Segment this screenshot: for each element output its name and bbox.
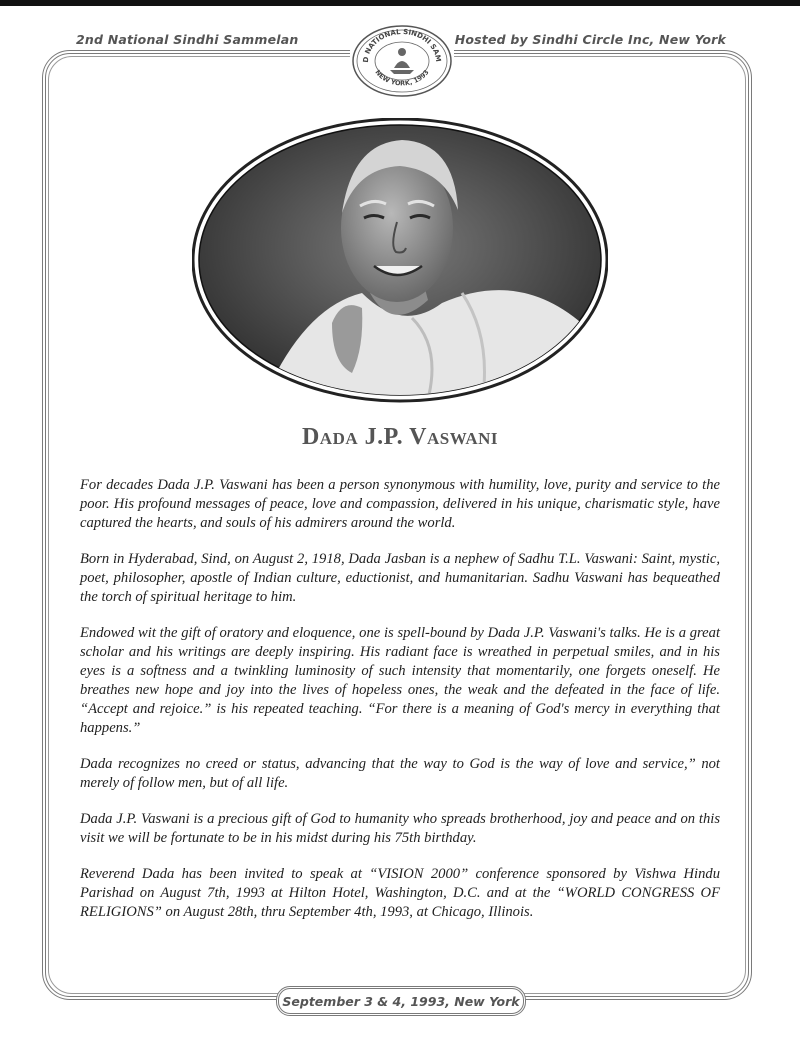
header-event-name: 2nd National Sindhi Sammelan <box>76 32 299 47</box>
sammelan-seal <box>350 24 454 98</box>
paragraph: Born in Hyderabad, Sind, on August 2, 1918, Dada Jasban is a nephew of Sadhu T.L. Vaswani: Saint, mystic, poet, philosopher, apostle of Indian culture, eductionist, and humanitarian. Sadhu Vaswani has bequeathed the torch of spiritual heritage to him. <box>80 551 720 605</box>
seal-bottom-text: NEW YORK, 1993 <box>373 68 431 88</box>
paragraph: Dada J.P. Vaswani is a precious gift of God to humanity who spreads brotherhood, joy and peace and on this visit we will be fortunate to be in his midst during his 75th birthday. <box>80 811 720 846</box>
portrait-photo <box>192 118 608 403</box>
paragraph: For decades Dada J.P. Vaswani has been a person synonymous with humility, love, purity and service to the poor. His profound messages of peace, love and compassion, delivered in his unique, charismatic style, have captured the hearts, and souls of his admirers around the world. <box>80 477 720 531</box>
page-title: Dada J.P. Vaswani <box>301 424 499 450</box>
footer-date: September 3 & 4, 1993, New York <box>276 986 526 1016</box>
paragraph: Reverend Dada has been invited to speak at “VISION 2000” conference sponsored by Vishwa Hindu Parishad on August 7th, 1993 at Hilton Hotel, Washington, D.C. and at the “WORLD CONGRESS OF RELIGIONS” on August 28th, thru September 4th, 1993, at Chicago, Illinois. <box>80 866 720 920</box>
paragraph: Endowed wit the gift of oratory and eloquence, one is spell-bound by Dada J.P. Vaswani's talks. He is a great scholar and his writings are deeply inspiring. His radiant face is wreathed in perpetual smiles, and in his eyes is a softness and a twinkling luminosity of such intensity that momentarily, one forgets oneself. He breathes new hope and joy into the lives of hopeless ones, the weak and the defeated in the face of life. “Accept and rejoice.” is his repeated teaching. “For there is a meaning of God's mercy in everything that happens.” <box>80 625 720 736</box>
paragraph: Dada recognizes no creed or status, advancing that the way to God is the way of love and service,” not merely of follow men, but of all life. <box>80 756 720 791</box>
header-host: Hosted by Sindhi Circle Inc, New York <box>454 32 726 47</box>
seal-top-text: D NATIONAL SINDHI SAM <box>361 27 443 63</box>
scan-edge <box>0 0 800 6</box>
biography-text <box>80 476 720 939</box>
seal-emblem-icon <box>350 24 454 98</box>
